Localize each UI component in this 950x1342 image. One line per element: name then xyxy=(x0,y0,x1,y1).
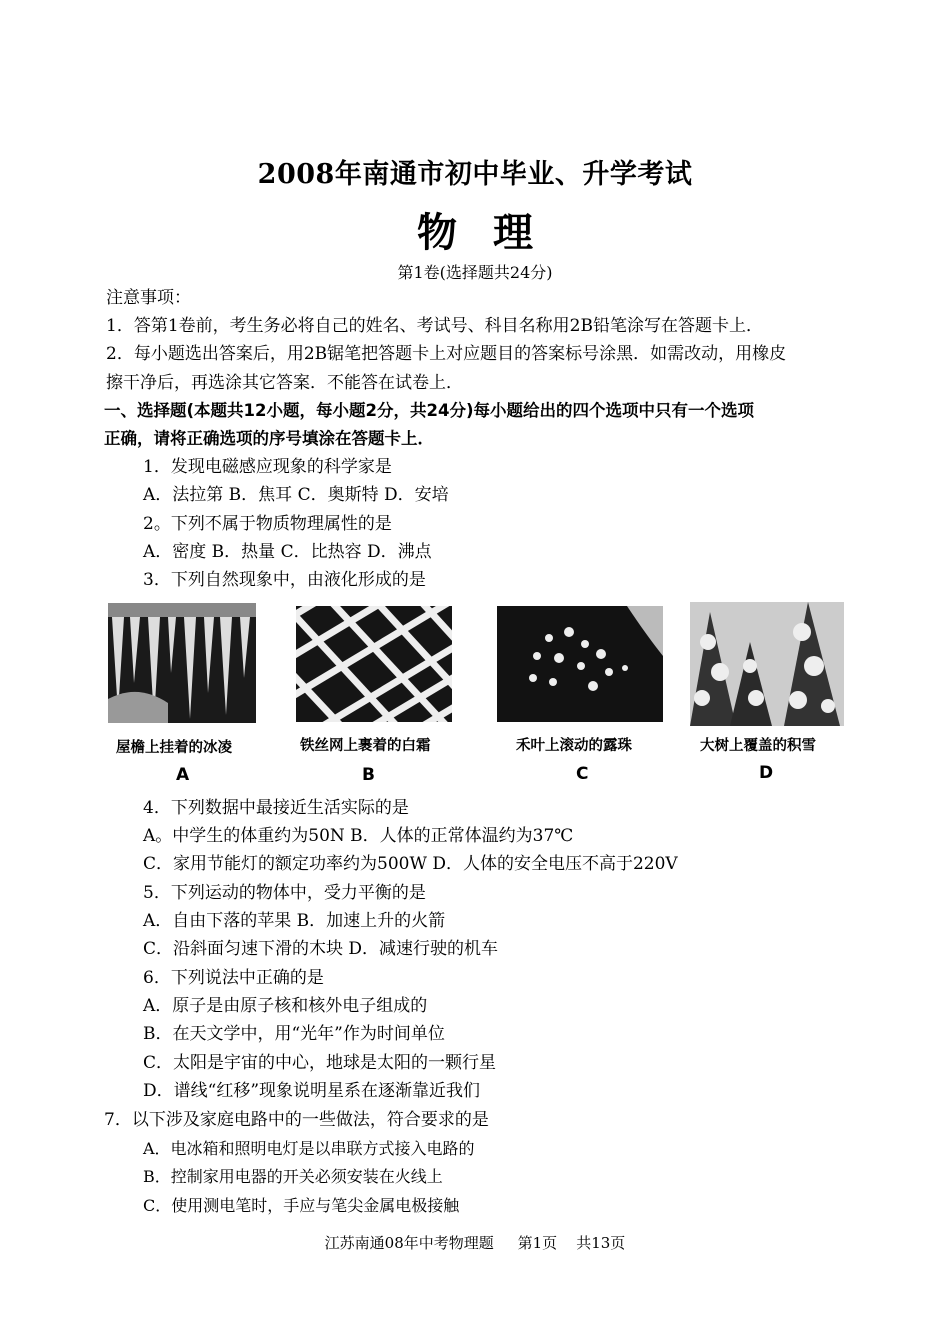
question-6-option-d: D．谱线“红移”现象说明星系在逐渐靠近我们 xyxy=(143,1081,481,1101)
question-4-options-ab: A。中学生的体重约为50N B．人体的正常体温约为37℃ xyxy=(143,826,574,846)
figure-letter-d: D xyxy=(759,763,774,783)
exam-title: 2008年南通市初中毕业、升学考试 xyxy=(257,159,693,190)
icicle-illustration xyxy=(108,603,256,723)
wire-mesh-illustration xyxy=(296,606,452,722)
notice-heading: 注意事项： xyxy=(106,288,191,308)
question-5-options-cd: C．沿斜面匀速下滑的木块 D．减速行驶的机车 xyxy=(143,939,499,959)
figure-letter-b: B xyxy=(362,765,375,785)
figure-caption-b: 铁丝网上裹着的白霜 xyxy=(300,738,431,754)
volume-label: 第1卷(选择题共24分) xyxy=(397,263,553,282)
icicle-photo xyxy=(108,603,256,723)
snow-tree-photo xyxy=(690,602,844,726)
question-6-option-c: C．太阳是宇宙的中心，地球是太阳的一颗行星 xyxy=(143,1053,497,1073)
figure-caption-d: 大树上覆盖的积雪 xyxy=(700,738,816,754)
figure-letter-a: A xyxy=(176,765,190,785)
question-6-option-b: B．在天文学中，用“光年”作为时间单位 xyxy=(143,1024,445,1044)
question-5: 5．下列运动的物体中，受力平衡的是 xyxy=(143,883,426,903)
question-2-options: A．密度 B．热量 C．比热容 D．沸点 xyxy=(143,542,432,562)
figure-caption-c: 禾叶上滚动的露珠 xyxy=(516,738,632,754)
question-7: 7．以下涉及家庭电路中的一些做法，符合要求的是 xyxy=(104,1110,489,1130)
subject-title: 物理 xyxy=(417,210,569,256)
frost-wire-photo xyxy=(296,606,452,722)
dew-drops-illustration xyxy=(497,606,663,722)
question-4: 4．下列数据中最接近生活实际的是 xyxy=(143,798,409,818)
question-3: 3．下列自然现象中，由液化形成的是 xyxy=(143,570,426,590)
page-footer: 江苏南通08年中考物理题 第1页 共13页 xyxy=(324,1234,626,1252)
figure-caption-a: 屋檐上挂着的冰凌 xyxy=(116,740,232,756)
notice-item-2-line1: 2．每小题选出答案后，用2B锯笔把答题卡上对应题目的答案标号涂黑．如需改动，用橡皮 xyxy=(106,344,787,364)
question-1: 1．发现电磁感应现象的科学家是 xyxy=(143,457,392,477)
question-6-option-a: A．原子是由原子核和核外电子组成的 xyxy=(143,996,428,1016)
notice-item-2-line2: 擦干净后，再选涂其它答案．不能答在试卷上． xyxy=(106,373,463,393)
dew-photo xyxy=(497,606,663,722)
section-heading-line1: 一、选择题(本题共12小题，每小题2分，共24分)每小题给出的四个选项中只有一个选项 xyxy=(104,401,754,420)
section-heading-line2: 正确，请将正确选项的序号填涂在答题卡上． xyxy=(104,429,434,448)
snowy-trees-illustration xyxy=(690,602,844,726)
question-2: 2。下列不属于物质物理属性的是 xyxy=(143,514,392,534)
question-5-options-ab: A．自由下落的苹果 B．加速上升的火箭 xyxy=(143,911,446,931)
question-6: 6．下列说法中正确的是 xyxy=(143,968,324,988)
question-7-option-c: C．使用测电笔时，手应与笔尖金属电极接触 xyxy=(143,1196,460,1215)
question-7-option-b: B．控制家用电器的开关必须安装在火线上 xyxy=(143,1167,443,1186)
figure-letter-c: C xyxy=(576,764,589,784)
question-1-options: A．法拉第 B．焦耳 C．奥斯特 D．安培 xyxy=(143,485,449,505)
question-7-option-a: A．电冰箱和照明电灯是以串联方式接入电路的 xyxy=(143,1139,475,1158)
notice-item-1: 1．答第1卷前，考生务必将自己的姓名、考试号、科目名称用2B铅笔涂写在答题卡上． xyxy=(106,316,763,336)
question-4-options-cd: C．家用节能灯的额定功率约为500W D．人体的安全电压不高于220V xyxy=(143,854,678,874)
